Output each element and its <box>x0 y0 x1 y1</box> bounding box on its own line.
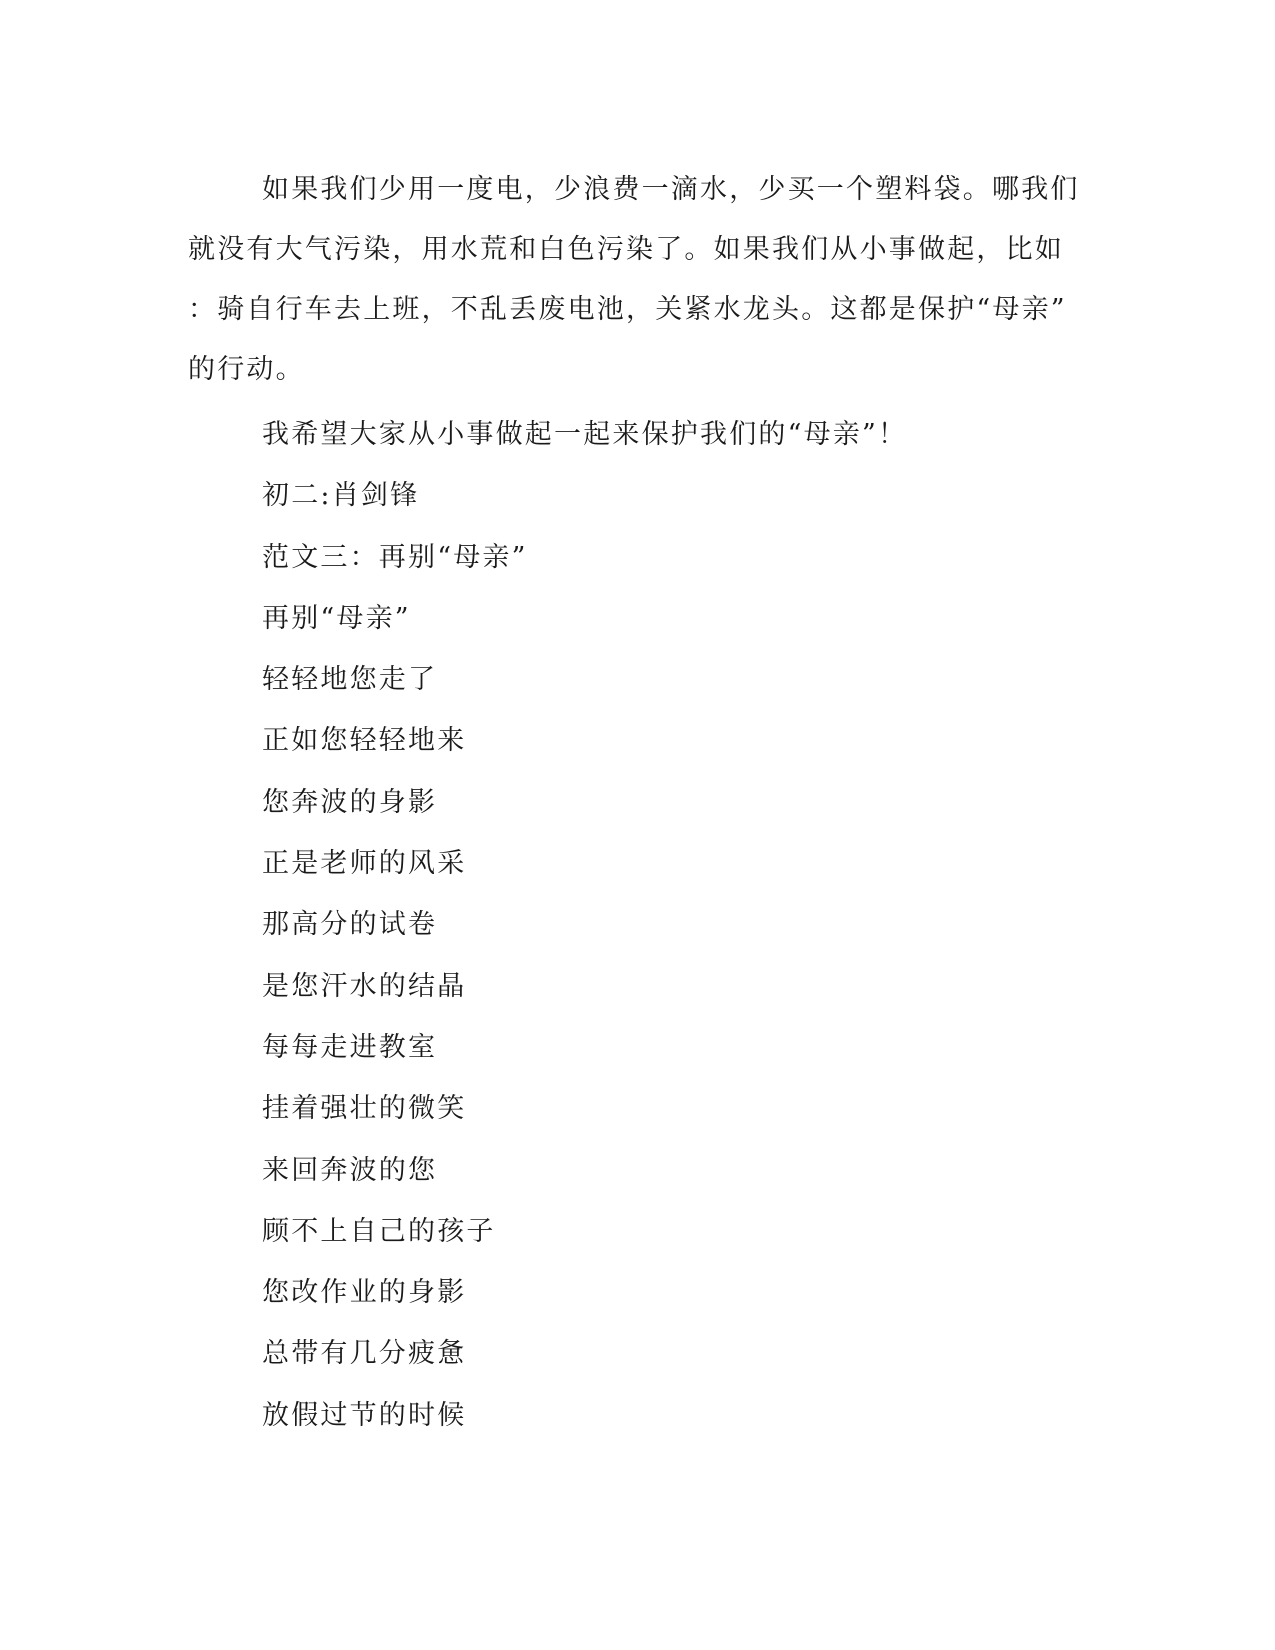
poem-line: 轻轻地您走了 <box>262 664 438 696</box>
poem-line: 挂着强壮的微笑 <box>262 1093 467 1125</box>
poem-line: 放假过节的时候 <box>262 1399 467 1431</box>
poem-line: 是您汗水的结晶 <box>262 970 467 1002</box>
author-line: 初二:肖剑锋 <box>262 480 420 512</box>
poem-line: 总带有几分疲惫 <box>262 1338 467 1370</box>
body-paragraph <box>188 160 1088 400</box>
closing-sentence: 我希望大家从小事做起一起来保护我们的“母亲”！ <box>262 419 908 450</box>
poem-line: 那高分的试卷 <box>262 909 438 941</box>
poem-line: 顾不上自己的孩子 <box>262 1215 496 1247</box>
paragraph-line: ：骑自行车去上班，不乱丢废电池，关紧水龙头。这都是保护“母亲” <box>188 294 1067 325</box>
poem-line: 您改作业的身影 <box>262 1277 467 1309</box>
paragraph-line: 的行动。 <box>188 354 305 385</box>
paragraph-line: 如果我们少用一度电，少浪费一滴水，少买一个塑料袋。哪我们 <box>262 174 1080 205</box>
section-heading: 范文三：再别“母亲” <box>262 541 528 573</box>
poem-line: 每每走进教室 <box>262 1031 438 1063</box>
text-lines <box>262 404 907 1446</box>
paragraph-line: 就没有大气污染，用水荒和白色污染了。如果我们从小事做起，比如 <box>188 234 1064 265</box>
poem-line: 正如您轻轻地来 <box>262 725 467 757</box>
poem-line: 来回奔波的您 <box>262 1154 438 1186</box>
poem-line: 您奔波的身影 <box>262 786 438 818</box>
poem-title: 再别“母亲” <box>262 602 411 634</box>
poem-line: 正是老师的风采 <box>262 848 467 880</box>
